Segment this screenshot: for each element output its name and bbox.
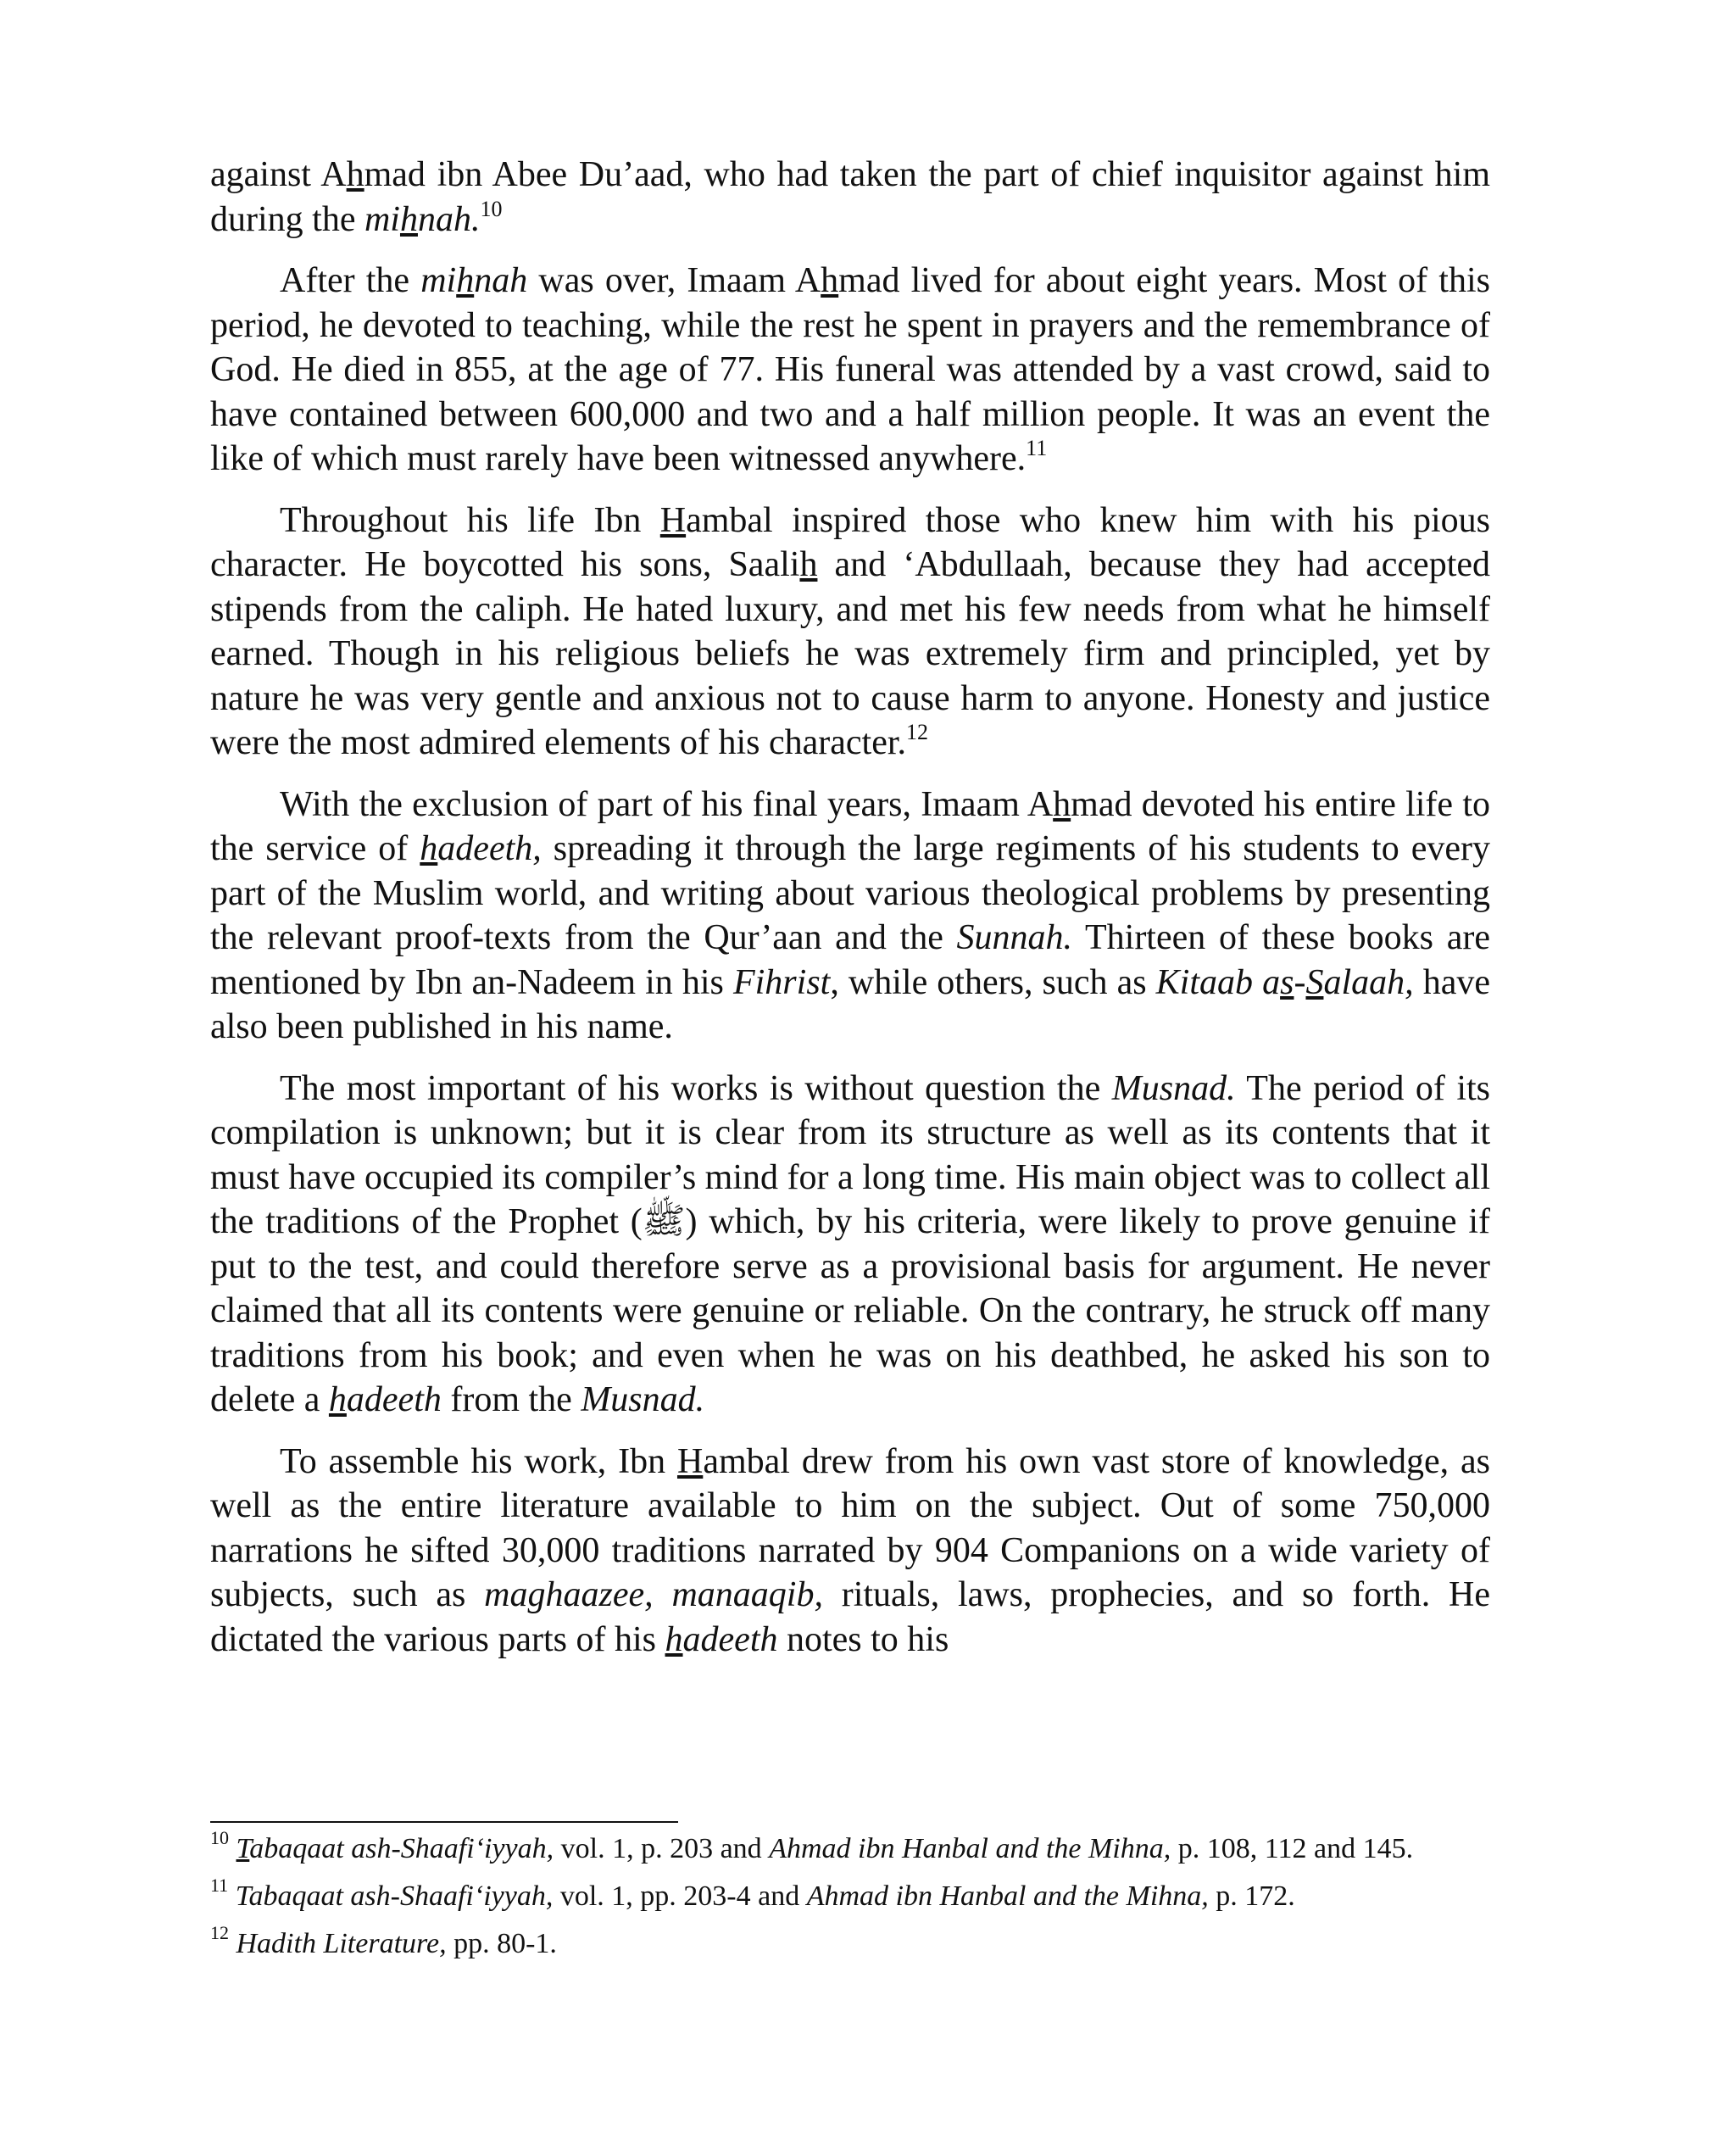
footnote-ref: 10 <box>210 1826 229 1848</box>
italic-run: mi <box>364 199 400 239</box>
text-run: was over, Imaam A <box>527 261 821 300</box>
text-run: The most important of his works is without question the <box>280 1068 1112 1108</box>
text-run <box>229 1833 236 1864</box>
footnotes <box>210 1826 1490 1974</box>
italic-run: Musnad. <box>1111 1068 1236 1108</box>
paragraph <box>210 153 1490 242</box>
italic-run: adeeth <box>346 1380 442 1419</box>
text-run: spreading it through the large regiments of his students to every part of the Muslim world, and writing about various theological problems by presenting the relevant proof-texts from the Qur’aan and the <box>210 829 1490 957</box>
italic-run: h <box>456 261 475 300</box>
text-run: h <box>821 261 839 300</box>
text-run <box>654 1575 672 1614</box>
italic-run: T <box>236 1833 250 1864</box>
italic-run: Musnad. <box>581 1380 705 1419</box>
text-run: and ‘Abdullaah, because they had accepted stipends from the caliph. He hated luxury, and met his few needs from what he himself earned. Though in his religious beliefs he was extremely firm and principled, yet by nature he was very gentle and anxious not to cause harm to anyone. Honesty and justice were the most admired elements of his character. <box>210 545 1490 762</box>
footnote-ref: 12 <box>210 1921 229 1943</box>
text-run: vol. 1, pp. 203-4 and <box>553 1880 807 1912</box>
italic-run: Ahmad ibn Hanbal and the Mihna, <box>806 1880 1209 1912</box>
footnote-ref: 12 <box>906 720 929 744</box>
paragraph <box>210 783 1490 1050</box>
italic-run: Fihrist <box>732 962 831 1002</box>
text-run: H <box>659 500 687 540</box>
italic-run: adeeth, <box>437 829 542 868</box>
text-run: h <box>346 155 364 194</box>
text-run: notes to his <box>777 1619 949 1659</box>
italic-run: Kitaab a <box>1155 962 1281 1002</box>
italic-run: - <box>1294 962 1306 1002</box>
italic-run: manaaqib, <box>671 1575 823 1614</box>
text-run: p. 172. <box>1208 1880 1295 1912</box>
text-run: p. 108, 112 and 145. <box>1171 1833 1414 1864</box>
italic-run: h <box>420 829 438 868</box>
text-run: Thirteen of these books are mentioned by Ibn an-Nadeem in his <box>210 918 1490 1002</box>
text-run <box>228 1880 236 1912</box>
text-run: from the <box>441 1380 581 1419</box>
text-run: rituals, laws, prophecies, and so forth. He dictated the various parts of his <box>210 1575 1490 1659</box>
text-run: Throughout his life Ibn <box>280 500 660 540</box>
text-run: After the <box>280 261 421 300</box>
text-run: h <box>1053 784 1071 824</box>
text-run: vol. 1, p. 203 and <box>554 1833 770 1864</box>
text-run: With the exclusion of part of his final years, Imaam A <box>280 784 1054 824</box>
text-run: To assemble his work, Ibn <box>280 1441 677 1481</box>
text-run: have also been published in his name. <box>210 962 1490 1046</box>
text-run: ambal drew from his own vast store of knowledge, as well as the entire literature available to him on the subject. Out of some 750,000 narrations he sifted 30,000 traditions narrated by 904 Companions on a wide variety of subjects, such as <box>210 1441 1490 1614</box>
text-run: pp. 80-1. <box>446 1928 557 1959</box>
footnote <box>210 1874 1490 1914</box>
text-run <box>229 1928 236 1959</box>
italic-run: mi <box>420 261 457 300</box>
italic-run: Hadith Literature, <box>236 1928 447 1959</box>
footnote <box>210 1921 1490 1962</box>
italic-run: Tabaqaat ash-Shaafi‘iyyah, <box>235 1880 554 1912</box>
italic-run: Sunnah. <box>956 918 1073 957</box>
footnote <box>210 1826 1490 1867</box>
page-body <box>210 153 1490 1662</box>
italic-run: alaah, <box>1323 962 1414 1002</box>
text-run: ambal inspired those who knew him with his pious character. He boycotted his sons, Saali <box>210 500 1490 584</box>
italic-run: h <box>665 1619 683 1659</box>
footnote-ref: 10 <box>480 196 503 221</box>
italic-run: s <box>1280 962 1294 1002</box>
italic-run: h <box>399 199 418 239</box>
italic-run: nah <box>474 261 528 300</box>
italic-run: S <box>1305 962 1324 1002</box>
paragraph <box>210 1440 1490 1663</box>
paragraph <box>210 1067 1490 1423</box>
footnote-ref: 11 <box>1026 436 1048 460</box>
italic-run: h <box>328 1380 347 1419</box>
text-run: mad devoted his entire life to the service of <box>210 784 1490 868</box>
italic-run: Ahmad ibn Hanbal and the Mihna, <box>769 1833 1171 1864</box>
text-run: H <box>676 1441 704 1481</box>
body-text <box>210 153 1490 1662</box>
text-run: , while others, such as <box>830 962 1156 1002</box>
footnote-separator <box>210 1821 678 1823</box>
text-run: h <box>799 545 818 584</box>
footnote-ref: 11 <box>210 1874 229 1896</box>
italic-run: maghaazee, <box>484 1575 654 1614</box>
paragraph <box>210 259 1490 482</box>
text-run: The period of its compilation is unknown; but it is clear from its structure as well as its contents that it must have occupied its compiler’s mind for a long time. His main object was to collect all the traditions of the Prophet (ﷺ) which, by his criteria, were likely to prove genuine if put to the test, and could therefore serve as a provisional basis for argument. He never claimed that all its contents were genuine or reliable. On the contrary, he struck off many traditions from his book; and even when he was on his deathbed, he asked his son to delete a <box>210 1068 1490 1419</box>
paragraph <box>210 499 1490 766</box>
italic-run: adeeth <box>682 1619 778 1659</box>
italic-run: abaqaat ash-Shaafi‘iyyah, <box>249 1833 554 1864</box>
italic-run: nah. <box>417 199 481 239</box>
text-run: mad lived for about eight years. Most of this period, he devoted to teaching, while the rest he spent in prayers and the remembrance of God. He died in 855, at the age of 77. His funeral was attended by a vast crowd, said to have contained between 600,000 and two and a half million people. It was an event the like of which must rarely have been witnessed anywhere. <box>210 261 1490 478</box>
text-run: mad ibn Abee Du’aad, who had taken the part of chief inquisitor against him during the <box>210 155 1490 239</box>
text-run: against A <box>210 155 347 194</box>
